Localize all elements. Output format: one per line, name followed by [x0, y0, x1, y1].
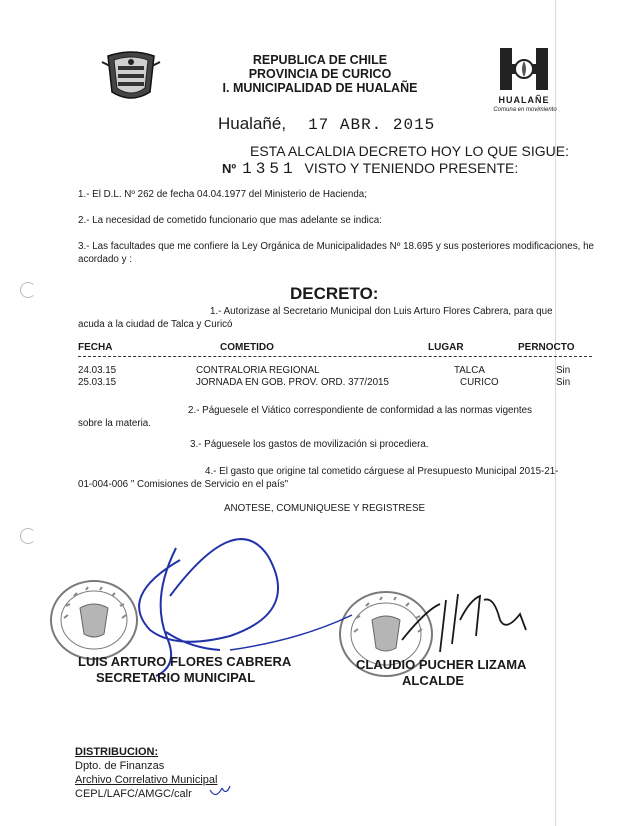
- date-stamp: 17 ABR. 2015: [308, 116, 436, 134]
- distribution-block: [75, 745, 217, 801]
- date-place: Hualañé,: [218, 114, 287, 133]
- col-header-lugar: LUGAR: [428, 342, 464, 353]
- table-cell: TALCA: [454, 365, 485, 376]
- header-line-republic: REPUBLICA DE CHILE: [252, 53, 388, 67]
- table-rule: [78, 356, 592, 357]
- mayor-name: CLAUDIO PUCHER LIZAMA: [356, 657, 527, 672]
- clause-3: 3.- Páguesele los gastos de movilización si procediera.: [190, 439, 429, 450]
- closing-formula: ANOTESE, COMUNIQUESE Y REGISTRESE: [224, 503, 426, 514]
- header-line-province: PROVINCIA DE CURICO: [248, 67, 392, 81]
- date-line: [218, 114, 435, 134]
- decree-number: 1351: [242, 160, 297, 178]
- distribution-item: CEPL/LAFC/AMGC/calr: [75, 788, 192, 800]
- decree-heading: ESTA ALCALDIA DECRETO HOY LO QUE SIGUE:: [250, 143, 569, 159]
- distribution-item: Dpto. de Finanzas: [75, 760, 165, 772]
- logo-tagline: Comuna en movimiento: [493, 107, 557, 113]
- clause-4-line-2: 01-004-006 " Comisiones de Servicio en el país": [78, 479, 289, 490]
- secretary-stamp-icon: [48, 578, 140, 662]
- visto-item-3: 3.- Las facultades que me confiere la Ley Orgánica de Municipalidades Nº 18.695 y sus posteriores modificaciones, he acordado y :: [78, 241, 594, 265]
- hualane-logo-icon: [494, 46, 554, 92]
- col-header-pernocto: PERNOCTO: [518, 342, 575, 353]
- table-cell: 25.03.15: [78, 377, 117, 388]
- clause-2-line-1: 2.- Páguesele el Viático correspondiente de conformidad a las normas vigentes: [188, 405, 533, 416]
- table-cell: 24.03.15: [78, 365, 117, 376]
- table-cell: Sin: [556, 365, 571, 376]
- decree-title: DECRETO:: [290, 284, 379, 303]
- punch-hole: [20, 282, 36, 298]
- table-cell: Sin: [556, 377, 571, 388]
- table-cell: CONTRALORIA REGIONAL: [196, 365, 320, 376]
- clause-2-line-2: sobre la materia.: [78, 418, 151, 429]
- clause-1-line-1: 1.- Autorizase al Secretario Municipal don Luis Arturo Flores Cabrera, para que: [210, 306, 553, 317]
- distribution-heading: DISTRIBUCION:: [75, 746, 159, 758]
- secretary-name: LUIS ARTURO FLORES CABRERA: [78, 654, 292, 669]
- visto-item-1: 1.- El D.L. Nº 262 de fecha 04.04.1977 del Ministerio de Hacienda;: [78, 189, 367, 200]
- punch-hole: [20, 528, 36, 544]
- decree-number-label: Nº: [222, 161, 237, 176]
- distribution-item: Archivo Correlativo Municipal: [75, 774, 218, 786]
- visto-item-2: 2.- La necesidad de cometido funcionario que mas adelante se indica:: [78, 215, 382, 226]
- header-line-municipality: I. MUNICIPALIDAD DE HUALAÑE: [222, 81, 418, 95]
- table-cell: CURICO: [460, 377, 499, 388]
- logo-name: HUALAÑE: [498, 95, 550, 105]
- secretary-title: SECRETARIO MUNICIPAL: [96, 670, 256, 685]
- visto-heading: VISTO Y TENIENDO PRESENTE:: [304, 160, 519, 176]
- col-header-fecha: FECHA: [78, 342, 113, 353]
- clause-1-line-2: acuda a la ciudad de Talca y Curicó: [78, 319, 233, 330]
- clause-4-line-1: 4.- El gasto que origine tal cometido cárguese al Presupuesto Municipal 2015-21-: [205, 466, 559, 477]
- col-header-cometido: COMETIDO: [220, 342, 274, 353]
- decree-number-row: [222, 160, 518, 178]
- table-cell: JORNADA EN GOB. PROV. ORD. 377/2015: [196, 377, 389, 388]
- mayor-title: ALCALDE: [402, 673, 465, 688]
